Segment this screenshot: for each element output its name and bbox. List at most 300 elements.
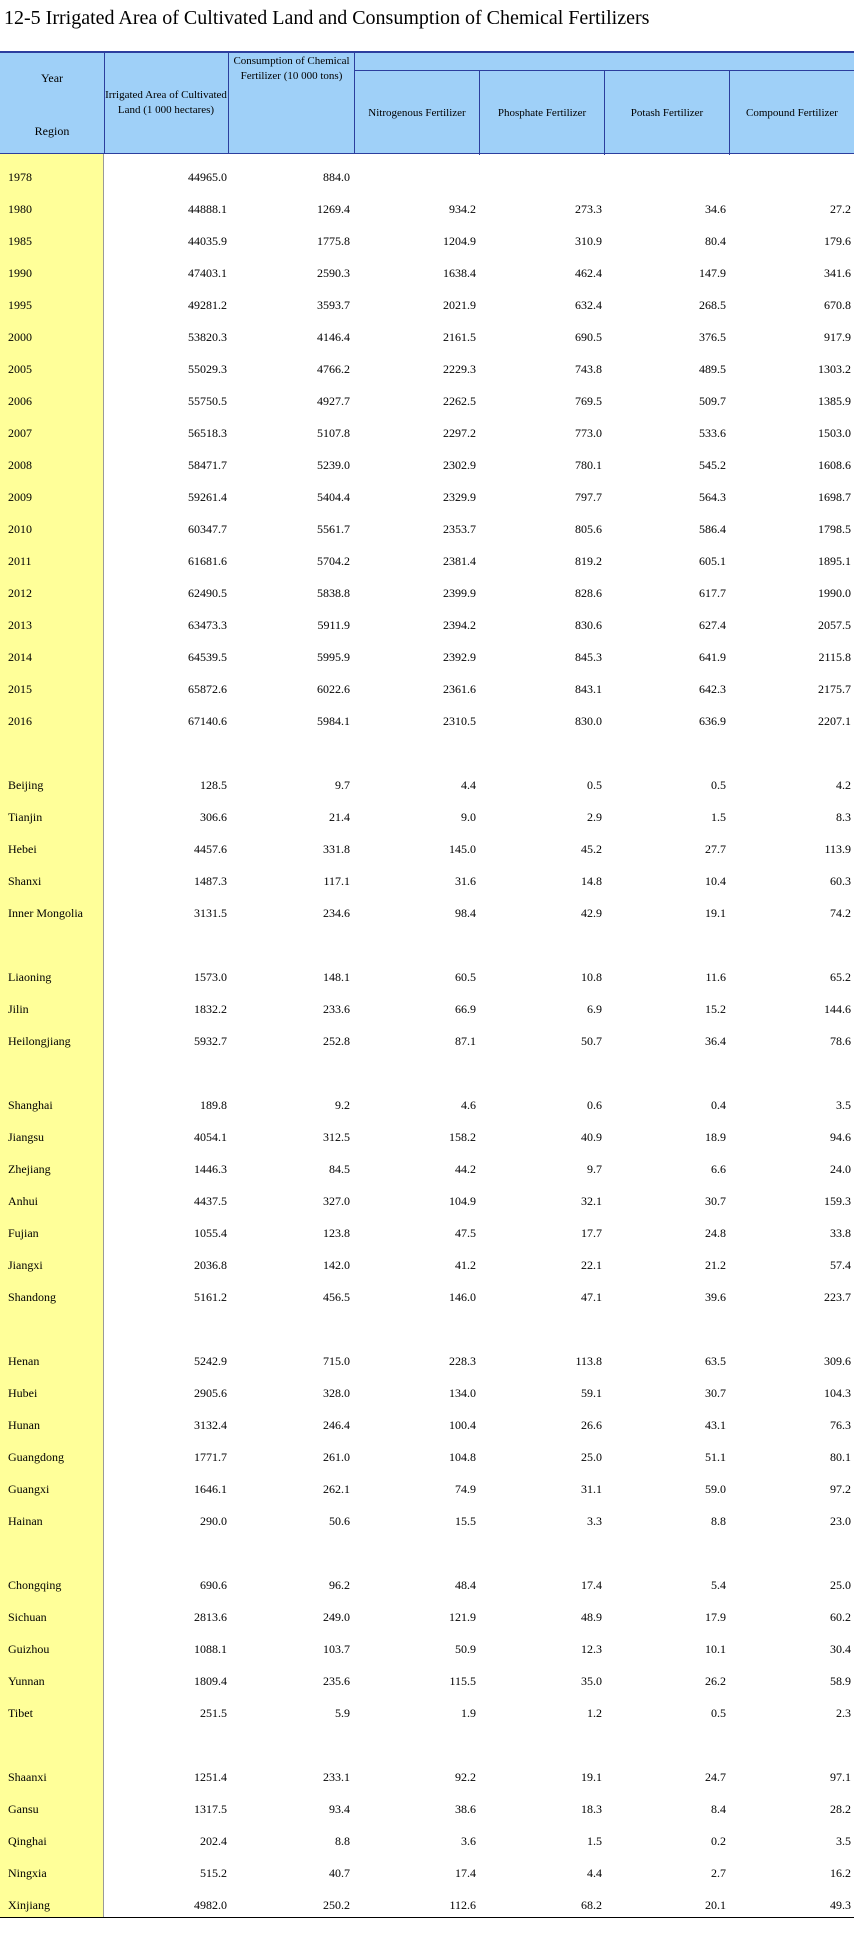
cell-potash: 80.4 [705, 234, 726, 248]
cell-phosphate: 819.2 [575, 554, 602, 568]
row-label: 2000 [8, 330, 32, 344]
cell-phosphate: 68.2 [581, 1898, 602, 1912]
cell-nitrogenous: 2361.6 [443, 682, 476, 696]
cell-irrigated: 4437.5 [194, 1194, 227, 1208]
cell-consumption: 715.0 [323, 1354, 350, 1368]
cell-irrigated: 61681.6 [188, 554, 227, 568]
cell-irrigated: 189.8 [200, 1098, 227, 1112]
cell-phosphate: 3.3 [587, 1514, 602, 1528]
row-label: 2009 [8, 490, 32, 504]
cell-irrigated: 3131.5 [194, 906, 227, 920]
row-label: Henan [8, 1354, 40, 1368]
cell-potash: 30.7 [705, 1386, 726, 1400]
cell-compound: 1990.0 [818, 586, 851, 600]
cell-phosphate: 1.2 [587, 1706, 602, 1720]
cell-nitrogenous: 1.9 [461, 1706, 476, 1720]
table-row [0, 225, 854, 257]
cell-phosphate: 40.9 [581, 1130, 602, 1144]
cell-nitrogenous: 2021.9 [443, 298, 476, 312]
cell-nitrogenous: 115.5 [449, 1674, 476, 1688]
table-row [0, 1409, 854, 1441]
cell-irrigated: 55750.5 [188, 394, 227, 408]
row-label: 2013 [8, 618, 32, 632]
cell-phosphate: 743.8 [575, 362, 602, 376]
table-row [0, 1665, 854, 1697]
row-label: Liaoning [8, 970, 52, 984]
cell-irrigated: 62490.5 [188, 586, 227, 600]
row-label: Ningxia [8, 1866, 47, 1880]
cell-nitrogenous: 934.2 [449, 202, 476, 216]
cell-irrigated: 64539.5 [188, 650, 227, 664]
cell-phosphate: 32.1 [581, 1194, 602, 1208]
table-row [0, 1089, 854, 1121]
cell-phosphate: 273.3 [575, 202, 602, 216]
cell-irrigated: 56518.3 [188, 426, 227, 440]
table-row [0, 289, 854, 321]
cell-potash: 642.3 [699, 682, 726, 696]
cell-consumption: 250.2 [323, 1898, 350, 1912]
cell-irrigated: 1088.1 [194, 1642, 227, 1656]
row-label: Jilin [8, 1002, 29, 1016]
cell-nitrogenous: 2329.9 [443, 490, 476, 504]
cell-compound: 3.5 [836, 1834, 851, 1848]
cell-phosphate: 19.1 [581, 1770, 602, 1784]
cell-consumption: 233.6 [323, 1002, 350, 1016]
cell-potash: 586.4 [699, 522, 726, 536]
cell-phosphate: 769.5 [575, 394, 602, 408]
row-label: Guangdong [8, 1450, 64, 1464]
table-row [0, 1153, 854, 1185]
cell-potash: 20.1 [705, 1898, 726, 1912]
cell-consumption: 4766.2 [317, 362, 350, 376]
cell-phosphate: 47.1 [581, 1290, 602, 1304]
table-row [0, 321, 854, 353]
cell-phosphate: 462.4 [575, 266, 602, 280]
row-label: Heilongjiang [8, 1034, 71, 1048]
cell-consumption: 9.7 [335, 778, 350, 792]
cell-consumption: 1775.8 [317, 234, 350, 248]
table-row [0, 1185, 854, 1217]
cell-compound: 104.3 [824, 1386, 851, 1400]
cell-compound: 28.2 [830, 1802, 851, 1816]
cell-phosphate: 50.7 [581, 1034, 602, 1048]
row-label: Jiangsu [8, 1130, 44, 1144]
cell-nitrogenous: 228.3 [449, 1354, 476, 1368]
cell-nitrogenous: 87.1 [455, 1034, 476, 1048]
table-row [0, 1217, 854, 1249]
cell-potash: 545.2 [699, 458, 726, 472]
cell-potash: 43.1 [705, 1418, 726, 1432]
row-label: Xinjiang [8, 1898, 50, 1912]
table-row [0, 577, 854, 609]
row-label: 2007 [8, 426, 32, 440]
cell-nitrogenous: 98.4 [455, 906, 476, 920]
cell-potash: 30.7 [705, 1194, 726, 1208]
cell-phosphate: 310.9 [575, 234, 602, 248]
cell-consumption: 5984.1 [317, 714, 350, 728]
table-row [0, 257, 854, 289]
cell-nitrogenous: 50.9 [455, 1642, 476, 1656]
cell-nitrogenous: 2161.5 [443, 330, 476, 344]
cell-consumption: 117.1 [323, 874, 350, 888]
row-label: Hubei [8, 1386, 38, 1400]
cell-consumption: 5.9 [335, 1706, 350, 1720]
row-label: Beijing [8, 778, 44, 792]
row-label: 1978 [8, 170, 32, 184]
cell-phosphate: 59.1 [581, 1386, 602, 1400]
cell-compound: 60.2 [830, 1610, 851, 1624]
cell-compound: 309.6 [824, 1354, 851, 1368]
table-row [0, 385, 854, 417]
cell-phosphate: 12.3 [581, 1642, 602, 1656]
cell-consumption: 262.1 [323, 1482, 350, 1496]
table-row [0, 1761, 854, 1793]
cell-phosphate: 632.4 [575, 298, 602, 312]
cell-nitrogenous: 146.0 [449, 1290, 476, 1304]
cell-compound: 16.2 [830, 1866, 851, 1880]
table-row [0, 705, 854, 737]
cell-consumption: 327.0 [323, 1194, 350, 1208]
table-header [0, 51, 854, 154]
cell-compound: 2.3 [836, 1706, 851, 1720]
row-label: 2016 [8, 714, 32, 728]
row-label: 2010 [8, 522, 32, 536]
table-row [0, 1825, 854, 1857]
table-row [0, 993, 854, 1025]
cell-potash: 605.1 [699, 554, 726, 568]
cell-potash: 10.4 [705, 874, 726, 888]
cell-consumption: 246.4 [323, 1418, 350, 1432]
table-row [0, 609, 854, 641]
cell-compound: 27.2 [830, 202, 851, 216]
row-label: Fujian [8, 1226, 39, 1240]
cell-irrigated: 5161.2 [194, 1290, 227, 1304]
cell-phosphate: 113.8 [575, 1354, 602, 1368]
cell-compound: 179.6 [824, 234, 851, 248]
cell-consumption: 331.8 [323, 842, 350, 856]
cell-compound: 670.8 [824, 298, 851, 312]
cell-consumption: 103.7 [323, 1642, 350, 1656]
row-label: 2014 [8, 650, 32, 664]
cell-irrigated: 1446.3 [194, 1162, 227, 1176]
cell-potash: 51.1 [705, 1450, 726, 1464]
cell-potash: 39.6 [705, 1290, 726, 1304]
row-label: Jiangxi [8, 1258, 43, 1272]
cell-potash: 489.5 [699, 362, 726, 376]
cell-irrigated: 1055.4 [194, 1226, 227, 1240]
table-row [0, 1633, 854, 1665]
cell-phosphate: 25.0 [581, 1450, 602, 1464]
cell-phosphate: 26.6 [581, 1418, 602, 1432]
cell-compound: 80.1 [830, 1450, 851, 1464]
cell-potash: 1.5 [711, 810, 726, 824]
table-row [0, 449, 854, 481]
cell-potash: 21.2 [705, 1258, 726, 1272]
cell-nitrogenous: 48.4 [455, 1578, 476, 1592]
table-row [0, 673, 854, 705]
cell-irrigated: 59261.4 [188, 490, 227, 504]
table-row [0, 1249, 854, 1281]
cell-irrigated: 251.5 [200, 1706, 227, 1720]
cell-potash: 268.5 [699, 298, 726, 312]
cell-potash: 17.9 [705, 1610, 726, 1624]
row-label: 1990 [8, 266, 32, 280]
table-row [0, 353, 854, 385]
cell-consumption: 4146.4 [317, 330, 350, 344]
cell-consumption: 50.6 [329, 1514, 350, 1528]
cell-phosphate: 17.4 [581, 1578, 602, 1592]
cell-consumption: 5107.8 [317, 426, 350, 440]
cell-consumption: 2590.3 [317, 266, 350, 280]
cell-compound: 24.0 [830, 1162, 851, 1176]
cell-compound: 94.6 [830, 1130, 851, 1144]
cell-potash: 617.7 [699, 586, 726, 600]
cell-nitrogenous: 17.4 [455, 1866, 476, 1880]
cell-compound: 1608.6 [818, 458, 851, 472]
cell-compound: 74.2 [830, 906, 851, 920]
header-phosphate: Phosphate Fertilizer [497, 106, 587, 119]
cell-compound: 8.3 [836, 810, 851, 824]
cell-consumption: 3593.7 [317, 298, 350, 312]
row-label: Qinghai [8, 1834, 47, 1848]
cell-nitrogenous: 9.0 [461, 810, 476, 824]
cell-compound: 223.7 [824, 1290, 851, 1304]
table-row [0, 1697, 854, 1729]
cell-potash: 27.7 [705, 842, 726, 856]
table-row [0, 1889, 854, 1921]
cell-potash: 63.5 [705, 1354, 726, 1368]
cell-compound: 78.6 [830, 1034, 851, 1048]
cell-nitrogenous: 38.6 [455, 1802, 476, 1816]
cell-compound: 25.0 [830, 1578, 851, 1592]
cell-phosphate: 4.4 [587, 1866, 602, 1880]
cell-irrigated: 1487.3 [194, 874, 227, 888]
cell-irrigated: 58471.7 [188, 458, 227, 472]
row-label: Sichuan [8, 1610, 47, 1624]
cell-nitrogenous: 15.5 [455, 1514, 476, 1528]
cell-compound: 159.3 [824, 1194, 851, 1208]
row-label: 2005 [8, 362, 32, 376]
table-row [0, 1281, 854, 1313]
cell-potash: 36.4 [705, 1034, 726, 1048]
cell-irrigated: 4982.0 [194, 1898, 227, 1912]
row-label: Yunnan [8, 1674, 45, 1688]
cell-potash: 509.7 [699, 394, 726, 408]
row-label: Chongqing [8, 1578, 62, 1592]
cell-irrigated: 55029.3 [188, 362, 227, 376]
cell-potash: 10.1 [705, 1642, 726, 1656]
row-label: Anhui [8, 1194, 38, 1208]
cell-nitrogenous: 158.2 [449, 1130, 476, 1144]
cell-nitrogenous: 2310.5 [443, 714, 476, 728]
cell-irrigated: 67140.6 [188, 714, 227, 728]
cell-phosphate: 1.5 [587, 1834, 602, 1848]
cell-consumption: 8.8 [335, 1834, 350, 1848]
row-label: 1995 [8, 298, 32, 312]
cell-potash: 18.9 [705, 1130, 726, 1144]
cell-nitrogenous: 121.9 [449, 1610, 476, 1624]
cell-irrigated: 1832.2 [194, 1002, 227, 1016]
cell-irrigated: 2036.8 [194, 1258, 227, 1272]
cell-phosphate: 0.5 [587, 778, 602, 792]
table-row [0, 545, 854, 577]
cell-irrigated: 2905.6 [194, 1386, 227, 1400]
cell-compound: 341.6 [824, 266, 851, 280]
cell-nitrogenous: 2262.5 [443, 394, 476, 408]
cell-phosphate: 830.6 [575, 618, 602, 632]
cell-irrigated: 1317.5 [194, 1802, 227, 1816]
cell-phosphate: 35.0 [581, 1674, 602, 1688]
table-body [0, 154, 854, 1918]
row-label: Hebei [8, 842, 37, 856]
row-label: 1985 [8, 234, 32, 248]
cell-nitrogenous: 41.2 [455, 1258, 476, 1272]
cell-irrigated: 2813.6 [194, 1610, 227, 1624]
cell-nitrogenous: 31.6 [455, 874, 476, 888]
cell-nitrogenous: 2399.9 [443, 586, 476, 600]
cell-consumption: 249.0 [323, 1610, 350, 1624]
cell-potash: 26.2 [705, 1674, 726, 1688]
cell-potash: 2.7 [711, 1866, 726, 1880]
cell-irrigated: 290.0 [200, 1514, 227, 1528]
cell-nitrogenous: 44.2 [455, 1162, 476, 1176]
cell-irrigated: 202.4 [200, 1834, 227, 1848]
cell-consumption: 252.8 [323, 1034, 350, 1048]
cell-irrigated: 1771.7 [194, 1450, 227, 1464]
cell-irrigated: 44035.9 [188, 234, 227, 248]
cell-irrigated: 3132.4 [194, 1418, 227, 1432]
cell-compound: 1895.1 [818, 554, 851, 568]
cell-potash: 376.5 [699, 330, 726, 344]
cell-irrigated: 128.5 [200, 778, 227, 792]
cell-phosphate: 31.1 [581, 1482, 602, 1496]
table-row [0, 801, 854, 833]
row-label: 2011 [8, 554, 32, 568]
cell-phosphate: 14.8 [581, 874, 602, 888]
cell-compound: 4.2 [836, 778, 851, 792]
cell-phosphate: 805.6 [575, 522, 602, 536]
cell-potash: 0.5 [711, 1706, 726, 1720]
row-label: 2006 [8, 394, 32, 408]
cell-potash: 24.8 [705, 1226, 726, 1240]
cell-phosphate: 830.0 [575, 714, 602, 728]
cell-phosphate: 690.5 [575, 330, 602, 344]
row-label: 2012 [8, 586, 32, 600]
cell-compound: 2115.8 [818, 650, 851, 664]
cell-consumption: 40.7 [329, 1866, 350, 1880]
cell-consumption: 96.2 [329, 1578, 350, 1592]
cell-compound: 60.3 [830, 874, 851, 888]
header-consumption: Consumption of Chemical Fertilizer (10 000 tons) [233, 55, 350, 82]
cell-compound: 3.5 [836, 1098, 851, 1112]
cell-potash: 24.7 [705, 1770, 726, 1784]
cell-irrigated: 53820.3 [188, 330, 227, 344]
header-nitrogenous: Nitrogenous Fertilizer [368, 106, 466, 119]
cell-nitrogenous: 134.0 [449, 1386, 476, 1400]
header-irrigated: Irrigated Area of Cultivated Land (1 000 hectares) [105, 89, 227, 116]
cell-nitrogenous: 2302.9 [443, 458, 476, 472]
cell-nitrogenous: 2392.9 [443, 650, 476, 664]
cell-irrigated: 515.2 [200, 1866, 227, 1880]
cell-nitrogenous: 2297.2 [443, 426, 476, 440]
cell-consumption: 884.0 [323, 170, 350, 184]
table-row [0, 769, 854, 801]
row-label: 2008 [8, 458, 32, 472]
row-label: Guangxi [8, 1482, 50, 1496]
cell-irrigated: 4457.6 [194, 842, 227, 856]
cell-phosphate: 9.7 [587, 1162, 602, 1176]
table-row [0, 1601, 854, 1633]
cell-nitrogenous: 3.6 [461, 1834, 476, 1848]
cell-compound: 1698.7 [818, 490, 851, 504]
cell-consumption: 4927.7 [317, 394, 350, 408]
cell-irrigated: 690.6 [200, 1578, 227, 1592]
table-row [0, 1505, 854, 1537]
row-label: Gansu [8, 1802, 39, 1816]
cell-nitrogenous: 66.9 [455, 1002, 476, 1016]
cell-compound: 1303.2 [818, 362, 851, 376]
cell-potash: 19.1 [705, 906, 726, 920]
table-row [0, 1025, 854, 1057]
cell-compound: 33.8 [830, 1226, 851, 1240]
cell-potash: 0.4 [711, 1098, 726, 1112]
cell-consumption: 261.0 [323, 1450, 350, 1464]
cell-irrigated: 44888.1 [188, 202, 227, 216]
cell-phosphate: 22.1 [581, 1258, 602, 1272]
cell-potash: 641.9 [699, 650, 726, 664]
cell-phosphate: 48.9 [581, 1610, 602, 1624]
table-row [0, 1441, 854, 1473]
cell-irrigated: 47403.1 [188, 266, 227, 280]
cell-irrigated: 4054.1 [194, 1130, 227, 1144]
cell-consumption: 5561.7 [317, 522, 350, 536]
cell-consumption: 328.0 [323, 1386, 350, 1400]
cell-compound: 1385.9 [818, 394, 851, 408]
cell-compound: 2207.1 [818, 714, 851, 728]
cell-phosphate: 45.2 [581, 842, 602, 856]
cell-irrigated: 60347.7 [188, 522, 227, 536]
cell-consumption: 84.5 [329, 1162, 350, 1176]
cell-compound: 917.9 [824, 330, 851, 344]
cell-consumption: 5995.9 [317, 650, 350, 664]
row-label: Inner Mongolia [8, 906, 83, 920]
cell-consumption: 93.4 [329, 1802, 350, 1816]
table-row [0, 1857, 854, 1889]
cell-compound: 144.6 [824, 1002, 851, 1016]
cell-consumption: 456.5 [323, 1290, 350, 1304]
cell-nitrogenous: 104.9 [449, 1194, 476, 1208]
row-label: Shanghai [8, 1098, 53, 1112]
cell-compound: 76.3 [830, 1418, 851, 1432]
cell-potash: 34.6 [705, 202, 726, 216]
table-row [0, 1345, 854, 1377]
cell-irrigated: 49281.2 [188, 298, 227, 312]
row-label: Guizhou [8, 1642, 50, 1656]
cell-irrigated: 1646.1 [194, 1482, 227, 1496]
header-region: Region [34, 124, 70, 138]
table-row [0, 193, 854, 225]
cell-potash: 11.6 [705, 970, 726, 984]
table-row [0, 161, 854, 193]
cell-nitrogenous: 2381.4 [443, 554, 476, 568]
cell-consumption: 5704.2 [317, 554, 350, 568]
cell-consumption: 142.0 [323, 1258, 350, 1272]
cell-compound: 57.4 [830, 1258, 851, 1272]
cell-nitrogenous: 1638.4 [443, 266, 476, 280]
table-row [0, 1121, 854, 1153]
cell-irrigated: 306.6 [200, 810, 227, 824]
row-label: Shandong [8, 1290, 56, 1304]
